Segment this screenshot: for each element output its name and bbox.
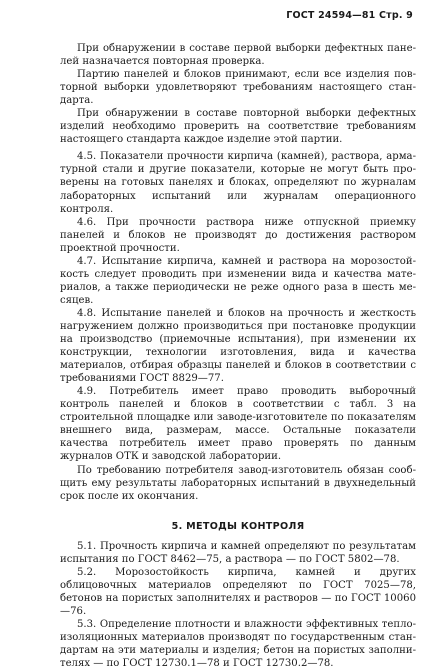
- paragraph-4-5: 4.5. Показатели прочности кирпича (камней), раствора, арматурной стали и другие показатели, которые не могут быть проверены на готовых панелях и блоках, определяют по журналам лабораторных испытаний или журналам операционного контроля.: [60, 151, 416, 215]
- paragraph-5-3: 5.3. Определение плотности и влажности эффективных теплоизоляционных материалов производят по государственным стандартам на эти материалы и изделия; бетон на пористых заполнителях — по ГОСТ 12730.1—78 и ГОСТ 12730.2—78.: [60, 618, 416, 670]
- paragraph-repeat-check: При обнаружении в составе первой выборки дефектных панелей назначается повторная проверка.: [60, 43, 416, 68]
- paragraph-4-7: 4.7. Испытание кирпича, камней и раствора на морозостойкость следует проводить при изменении вида и качества материалов, а также периодически не реже одного раза в шесть месяцев.: [60, 255, 416, 306]
- paragraph-batch-acceptance: Партию панелей и блоков принимают, если все изделия повторной выборки удовлетворяют требованиям настоящего стандарта.: [60, 69, 416, 107]
- running-header: [286, 10, 413, 21]
- page-number: Стр. 9: [378, 10, 413, 21]
- paragraph-5-2: 5.2. Морозостойкость кирпича, камней и других облицовочных материалов определяют по ГОСТ 7025—78, бетонов на пористых заполнителях и растворов — по ГОСТ 10060—76.: [60, 566, 416, 617]
- paragraph-4-9: 4.9. Потребитель имеет право проводить выборочный контроль панелей и блоков в соответствии с табл. 3 на строительной площадке или заводе-изготовителе по показателям внешнего вида, размерам, массе. Остальные показатели качества потребитель имеет право проверять по данным журналов ОТК и заводской лаборатории.: [60, 386, 416, 463]
- paragraph-each-item-check: При обнаружении в составе повторной выборки дефектных изделий необходимо проверить на соответствие требованиям настоящего стандарта каждое изделие этой партии.: [60, 108, 416, 146]
- paragraph-4-6: 4.6. При прочности раствора ниже отпускной приемку панелей и блоков не производят до достижения раствором проектной прочности.: [60, 216, 416, 254]
- paragraph-5-1: 5.1. Прочность кирпича и камней определяют по результатам испытания по ГОСТ 8462—75, а раствора — по ГОСТ 5802—78.: [60, 540, 416, 565]
- document-body: [60, 42, 416, 670]
- paragraph-lab-results: По требованию потребителя завод-изготовитель обязан сообщить ему результаты лабораторных испытаний в двухнедельный срок после их окончания.: [60, 464, 416, 502]
- paragraph-4-8: 4.8. Испытание панелей и блоков на прочность и жесткость нагружением должно производиться при постановке продукции на производство (приемочные испытания), при изменении их конструкции, технологии изготовления, вида и качества материалов, отбирая образцы панелей и блоков в соответствии с требованиями ГОСТ 8829—77.: [60, 307, 416, 385]
- standard-number: ГОСТ 24594—81: [286, 10, 376, 21]
- section-title: 5. МЕТОДЫ КОНТРОЛЯ: [171, 520, 305, 532]
